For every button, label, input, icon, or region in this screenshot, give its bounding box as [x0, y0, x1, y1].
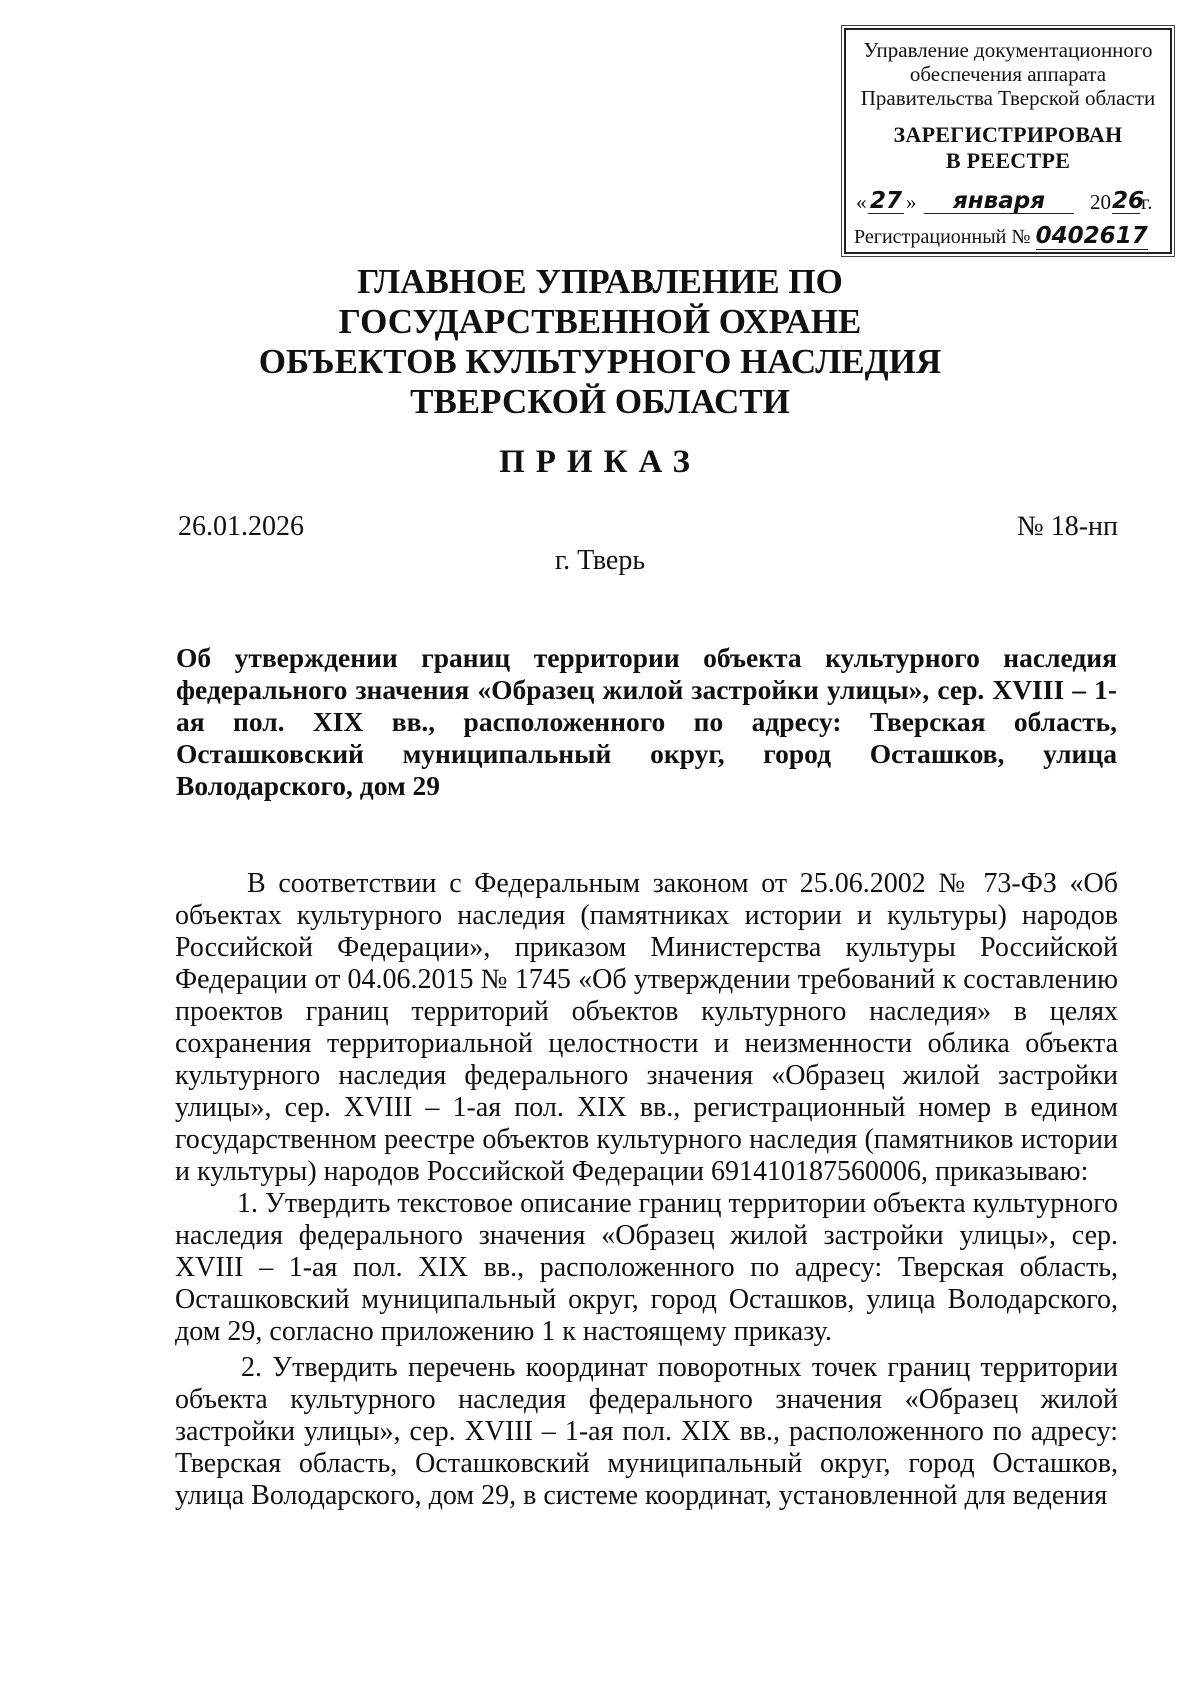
stamp-reg-label: Регистрационный №	[854, 226, 1031, 248]
stamp-registration-number-line	[846, 224, 1170, 254]
stamp-quote-open: «	[856, 190, 867, 214]
agency-header-line: ГЛАВНОЕ УПРАВЛЕНИЕ ПО	[357, 262, 843, 301]
stamp-org-line: Управление документационного	[863, 38, 1153, 62]
stamp-title-line: ЗАРЕГИСТРИРОВАН	[893, 122, 1123, 147]
stamp-registered-title	[846, 122, 1170, 174]
stamp-year-unit: г.	[1141, 190, 1153, 214]
stamp-day: 27	[869, 188, 902, 214]
agency-header-line: ГОСУДАРСТВЕННОЙ ОХРАНЕ	[338, 302, 862, 341]
order-item-1: 1. Утвердить текстовое описание границ территории объекта культурного наследия федерального значения «Образец жилой застройки улицы», сер. XVIII – 1-ая пол. XIX вв., расположенного по адресу: Тверская область, Осташковский муниципальный округ, город Осташков, улица Володарского, дом 29, согласно приложению 1 к настоящему приказу.	[175, 1188, 1118, 1347]
stamp-organization	[846, 38, 1170, 110]
stamp-org-line: обеспечения аппарата	[909, 62, 1107, 86]
stamp-quote-close: »	[906, 190, 917, 214]
order-city: г. Тверь	[554, 545, 646, 576]
stamp-year-prefix: 20	[1090, 190, 1111, 214]
order-body	[175, 868, 1118, 1512]
stamp-year-suffix: 26	[1112, 188, 1145, 214]
order-number: № 18-нп	[1016, 511, 1118, 542]
agency-header-line: ТВЕРСКОЙ ОБЛАСТИ	[410, 382, 790, 421]
order-subject: Об утверждении границ территории объекта культурного наследия федерального значения «Образец жилой застройки улицы», сер. XVIII – 1-ая пол. XIX вв., расположенного по адресу: Тверская область, Осташковский муниципальный округ, город Осташков, улица Володарского, дом 29	[176, 642, 1117, 801]
agency-header-line: ОБЪЕКТОВ КУЛЬТУРНОГО НАСЛЕДИЯ	[258, 342, 942, 381]
stamp-month: января	[924, 189, 1074, 214]
registration-stamp	[844, 28, 1172, 254]
order-item-2: 2. Утвердить перечень координат поворотных точек границ территории объекта культурного наследия федерального значения «Образец жилой застройки улицы», сер. XVIII – 1-ая пол. XIX вв., расположенного по адресу: Тверская область, Осташковский муниципальный округ, город Осташков, улица Володарского, дом 29, в системе координат, установленной для ведения	[175, 1352, 1118, 1511]
stamp-title-line: В РЕЕСТРЕ	[945, 148, 1071, 173]
preamble-paragraph: В соответствии с Федеральным законом от 25.06.2002 № 73-ФЗ «Об объектах культурного наследия (памятниках истории и культуры) народов Российской Федерации», приказом Министерства культуры Российской Федерации от 04.06.2015 № 1745 «Об утверждении требований к составлению проектов границ территорий объектов культурного наследия» в целях сохранения территориальной целостности и неизменности облика объекта культурного наследия федерального значения «Образец жилой застройки улицы», сер. XVIII – 1-ая пол. XIX вв., регистрационный номер в едином государственном реестре объектов культурного наследия (памятников истории и культуры) народов Российской Федерации 691410187560006, приказываю:	[175, 868, 1118, 1187]
agency-header	[150, 262, 1050, 422]
stamp-reg-number: 0402617	[1035, 223, 1148, 249]
order-date: 26.01.2026	[178, 511, 304, 542]
order-title: ПРИКАЗ	[499, 444, 701, 480]
stamp-date-line	[846, 188, 1170, 218]
stamp-org-line: Правительства Тверской области	[860, 86, 1156, 110]
